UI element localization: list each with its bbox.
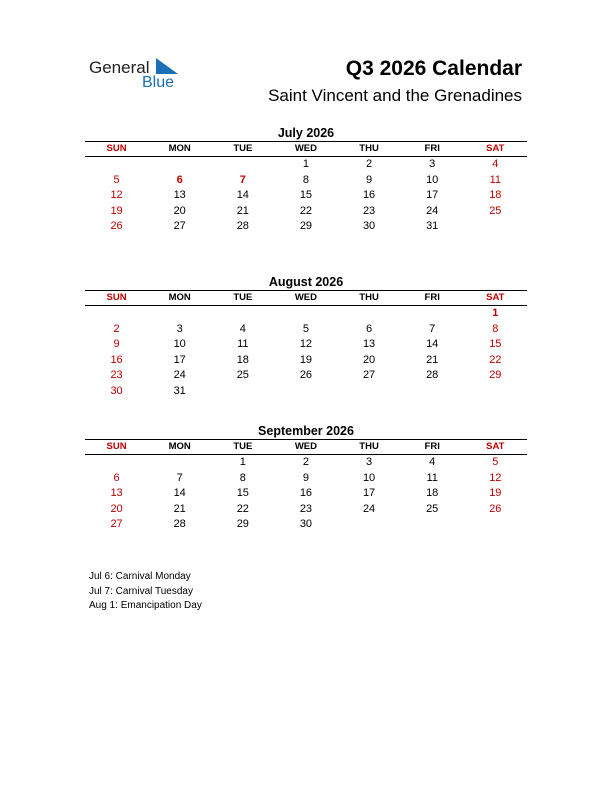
- day-cell: 29: [236, 518, 249, 531]
- day-cell: 30: [362, 220, 376, 233]
- weekday-header: SAT: [486, 292, 505, 303]
- day-cell: 15: [299, 189, 313, 202]
- day-cell: 5: [113, 173, 120, 186]
- day-cell: 21: [236, 204, 249, 217]
- day-cell: 6: [366, 322, 373, 335]
- weekday-header: MON: [168, 441, 191, 452]
- day-cell: 21: [173, 502, 186, 515]
- weekday-header: THU: [359, 441, 379, 452]
- week-row: [85, 455, 527, 471]
- day-cell: 13: [110, 487, 123, 500]
- day-cell: 25: [489, 204, 502, 217]
- weekday-header: WED: [294, 441, 318, 452]
- day-cell: 9: [113, 338, 120, 351]
- day-cell: 9: [302, 471, 309, 484]
- day-cell: 17: [362, 487, 376, 500]
- day-cell: 16: [299, 487, 313, 500]
- day-cell: 3: [366, 456, 373, 468]
- day-cell: 22: [236, 502, 249, 515]
- day-cell: 28: [173, 518, 186, 531]
- day-cell: 20: [110, 502, 123, 515]
- day-cell: 30: [299, 518, 313, 531]
- day-cell: [338, 306, 401, 322]
- weekday-header-row: [85, 439, 527, 455]
- logo-blue-text: Blue: [142, 74, 175, 91]
- day-cell: 10: [426, 173, 439, 186]
- day-cell: 20: [173, 204, 186, 217]
- day-cell: 26: [299, 369, 313, 382]
- week-row: [85, 337, 527, 353]
- week-row: [85, 517, 527, 533]
- week-row: [85, 306, 527, 322]
- day-cell: 1: [492, 307, 499, 319]
- day-cell: [148, 455, 211, 471]
- day-cell: 27: [110, 518, 123, 531]
- day-cell: 14: [426, 338, 439, 351]
- day-cell: 6: [113, 471, 120, 484]
- month-block: [85, 274, 527, 400]
- day-cell: 23: [299, 502, 313, 515]
- weekday-header: SUN: [106, 441, 127, 452]
- day-cell: [274, 306, 337, 322]
- day-cell: 19: [489, 487, 502, 500]
- week-row: [85, 502, 527, 518]
- weekday-header-row: [85, 290, 527, 306]
- weekday-header: TUE: [233, 441, 253, 452]
- day-cell: 4: [429, 456, 436, 468]
- week-row: [85, 471, 527, 487]
- day-cell: 14: [173, 487, 186, 500]
- weekday-header: SAT: [486, 441, 505, 452]
- day-cell: 4: [492, 158, 499, 170]
- day-cell: 28: [236, 220, 249, 233]
- holiday-notes: [89, 570, 202, 614]
- day-cell: [401, 306, 464, 322]
- holiday-note: Aug 1: Emancipation Day: [89, 600, 202, 611]
- week-row: [85, 384, 527, 400]
- day-cell: 26: [489, 502, 502, 515]
- weekday-header-row: [85, 141, 527, 157]
- day-cell: 8: [239, 471, 246, 484]
- day-cell: 12: [489, 471, 502, 484]
- weekday-header: MON: [168, 292, 191, 303]
- day-cell: 16: [362, 189, 376, 202]
- day-cell: 19: [299, 353, 313, 366]
- week-row: [85, 368, 527, 384]
- weekday-header: TUE: [233, 292, 253, 303]
- day-cell: 5: [492, 456, 499, 468]
- day-cell: 11: [237, 338, 249, 351]
- day-cell: 7: [176, 471, 183, 484]
- day-cell: 4: [239, 322, 246, 335]
- day-cell: [464, 384, 527, 400]
- day-cell: 21: [426, 353, 439, 366]
- day-cell: 18: [426, 487, 439, 500]
- day-cell: 13: [362, 338, 376, 351]
- weekday-header: TUE: [233, 143, 253, 154]
- month-block: [85, 423, 527, 533]
- day-cell: 9: [366, 173, 373, 186]
- day-cell: 23: [362, 204, 376, 217]
- weekday-header: SAT: [486, 143, 505, 154]
- logo-general-text: General: [89, 58, 150, 77]
- month-title: July 2026: [277, 126, 335, 140]
- day-cell: 25: [236, 369, 249, 382]
- day-cell: 15: [236, 487, 249, 500]
- day-cell: [211, 306, 274, 322]
- day-cell: 3: [176, 322, 183, 335]
- day-cell: 22: [299, 204, 313, 217]
- weekday-header: FRI: [424, 292, 440, 303]
- month-block: [85, 125, 527, 235]
- day-cell: 8: [492, 322, 499, 335]
- week-row: [85, 322, 527, 338]
- day-cell: 13: [173, 189, 186, 202]
- day-cell: 24: [426, 204, 439, 217]
- day-cell: 2: [113, 322, 120, 335]
- day-cell: 24: [362, 502, 376, 515]
- day-cell: 30: [110, 384, 123, 397]
- day-cell: 7: [429, 322, 436, 335]
- day-cell: 5: [302, 322, 309, 335]
- day-cell: 20: [362, 353, 376, 366]
- day-cell: [85, 306, 148, 322]
- day-cell: [148, 306, 211, 322]
- day-cell: 7: [239, 173, 246, 186]
- weekday-header: MON: [168, 143, 191, 154]
- day-cell: 23: [110, 369, 123, 382]
- page-subtitle: Saint Vincent and the Grenadines: [268, 86, 522, 105]
- week-row: [85, 219, 527, 235]
- day-cell: 27: [173, 220, 186, 233]
- day-cell: [401, 517, 464, 533]
- day-cell: [338, 517, 401, 533]
- week-row: [85, 173, 527, 189]
- day-cell: 3: [429, 158, 436, 170]
- day-cell: 12: [299, 338, 313, 351]
- day-cell: 17: [173, 353, 186, 366]
- logo: [89, 58, 189, 94]
- day-cell: 1: [239, 456, 246, 468]
- day-cell: 29: [489, 369, 502, 382]
- day-cell: 12: [110, 189, 123, 202]
- weekday-header: FRI: [424, 143, 440, 154]
- day-cell: 8: [302, 173, 309, 186]
- week-row: [85, 157, 527, 173]
- week-row: [85, 204, 527, 220]
- day-cell: [401, 384, 464, 400]
- page-title: Q3 2026 Calendar: [345, 57, 522, 80]
- day-cell: 11: [489, 173, 502, 186]
- day-cell: 15: [489, 338, 502, 351]
- day-cell: 26: [110, 220, 123, 233]
- week-row: [85, 188, 527, 204]
- day-cell: 19: [110, 204, 123, 217]
- day-cell: 2: [366, 158, 373, 170]
- day-cell: 6: [176, 173, 183, 186]
- week-row: [85, 486, 527, 502]
- weekday-header: FRI: [424, 441, 440, 452]
- day-cell: 31: [173, 384, 186, 397]
- logo-triangle-icon: [156, 58, 178, 74]
- day-cell: [85, 455, 148, 471]
- day-cell: [464, 219, 527, 235]
- day-cell: 1: [302, 158, 309, 170]
- day-cell: 14: [236, 189, 249, 202]
- day-cell: 10: [362, 471, 376, 484]
- weekday-header: SUN: [106, 143, 127, 154]
- day-cell: [85, 157, 148, 173]
- day-cell: [464, 517, 527, 533]
- day-cell: 17: [426, 189, 439, 202]
- month-title: September 2026: [258, 424, 354, 438]
- holiday-note: Jul 7: Carnival Tuesday: [89, 585, 193, 597]
- day-cell: 18: [236, 353, 249, 366]
- month-title: August 2026: [268, 275, 344, 289]
- day-cell: 28: [426, 369, 439, 382]
- day-cell: 11: [426, 471, 438, 484]
- day-cell: [211, 384, 274, 400]
- day-cell: 2: [302, 456, 309, 468]
- day-cell: 10: [173, 338, 186, 351]
- weekday-header: WED: [294, 292, 318, 303]
- day-cell: 22: [489, 353, 502, 366]
- day-cell: [148, 157, 211, 173]
- weekday-header: SUN: [106, 292, 127, 303]
- day-cell: [338, 384, 401, 400]
- holiday-note: Jul 6: Carnival Monday: [89, 571, 191, 582]
- day-cell: [211, 157, 274, 173]
- day-cell: 25: [426, 502, 439, 515]
- day-cell: 29: [299, 220, 313, 233]
- day-cell: 31: [426, 220, 439, 233]
- day-cell: [274, 384, 337, 400]
- day-cell: 18: [489, 189, 502, 202]
- day-cell: 24: [173, 369, 186, 382]
- week-row: [85, 353, 527, 369]
- day-cell: 16: [110, 353, 123, 366]
- day-cell: 27: [362, 369, 376, 382]
- weekday-header: WED: [294, 143, 318, 154]
- weekday-header: THU: [359, 143, 379, 154]
- weekday-header: THU: [359, 292, 379, 303]
